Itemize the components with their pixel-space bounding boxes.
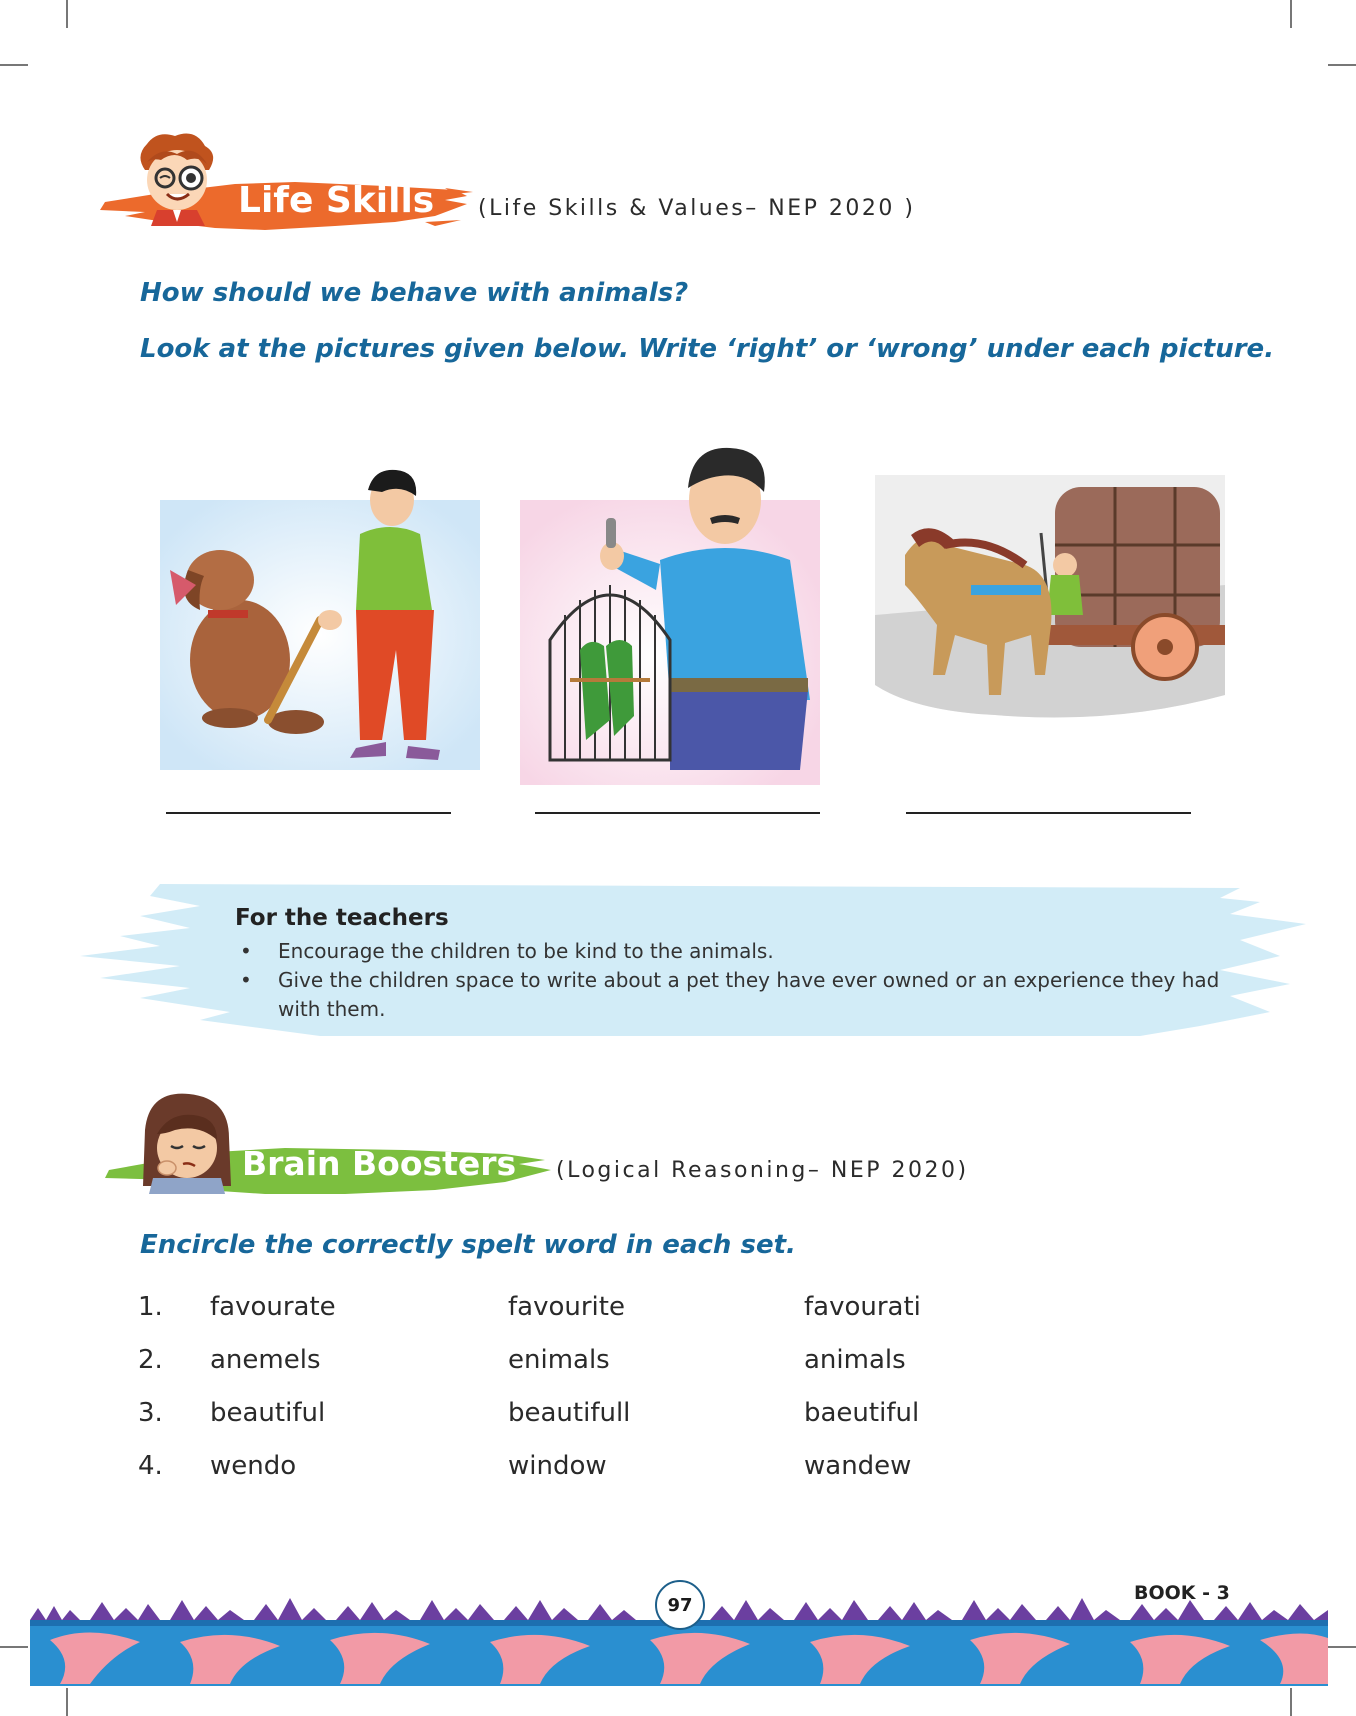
life-skills-question: How should we behave with animals? (140, 278, 689, 308)
set-number: 2. (138, 1345, 163, 1375)
teachers-note-list (240, 937, 1220, 1024)
life-skills-subtitle: (Life Skills & Values– NEP 2020 ) (478, 196, 916, 221)
list-item: • Give the children space to write about a pet they have ever owned or an experience they had with them. (240, 968, 1220, 1021)
brain-boosters-subtitle: (Logical Reasoning– NEP 2020) (556, 1158, 969, 1183)
crop-mark (1290, 1688, 1292, 1716)
brain-boosters-title: Brain Boosters (242, 1144, 517, 1183)
crop-mark (66, 1688, 68, 1716)
word-option[interactable]: favourati (804, 1292, 921, 1322)
set-number: 3. (138, 1398, 163, 1428)
word-option[interactable]: animals (804, 1345, 906, 1375)
word-option[interactable]: enimals (508, 1345, 610, 1375)
brain-boosters-instruction: Encircle the correctly spelt word in each set. (140, 1230, 796, 1260)
set-number: 1. (138, 1292, 163, 1322)
word-option[interactable]: favourite (508, 1292, 625, 1322)
word-option[interactable]: window (508, 1451, 607, 1481)
page-number: 97 (655, 1580, 705, 1630)
crop-mark (1328, 1646, 1356, 1648)
girl-mascot-icon (143, 1094, 231, 1194)
answer-line[interactable] (535, 812, 820, 814)
crop-mark (0, 64, 28, 66)
word-option[interactable]: beautifull (508, 1398, 631, 1428)
teachers-note-title: For the teachers (235, 905, 449, 931)
crop-mark (1290, 0, 1292, 28)
answer-line[interactable] (166, 812, 451, 814)
list-item: • Encourage the children to be kind to the animals. (240, 939, 774, 963)
crop-mark (66, 0, 68, 28)
book-label: BOOK - 3 (1134, 1582, 1230, 1604)
crop-mark (1328, 64, 1356, 66)
life-skills-instruction: Look at the pictures given below. Write ‘right’ or ‘wrong’ under each picture. (140, 334, 1275, 364)
crop-mark (0, 1646, 28, 1648)
set-number: 4. (138, 1451, 163, 1481)
boy-hitting-dog-illustration (160, 460, 480, 780)
word-option[interactable]: beautiful (210, 1398, 326, 1428)
man-holding-caged-parrots-illustration (520, 440, 820, 790)
word-option[interactable]: baeutiful (804, 1398, 920, 1428)
answer-line[interactable] (906, 812, 1191, 814)
life-skills-title: Life Skills (238, 180, 435, 221)
word-option[interactable]: wandew (804, 1451, 912, 1481)
word-option[interactable]: favourate (210, 1292, 336, 1322)
word-option[interactable]: anemels (210, 1345, 321, 1375)
word-option[interactable]: wendo (210, 1451, 297, 1481)
horse-pulling-overloaded-cart-illustration (875, 475, 1225, 740)
